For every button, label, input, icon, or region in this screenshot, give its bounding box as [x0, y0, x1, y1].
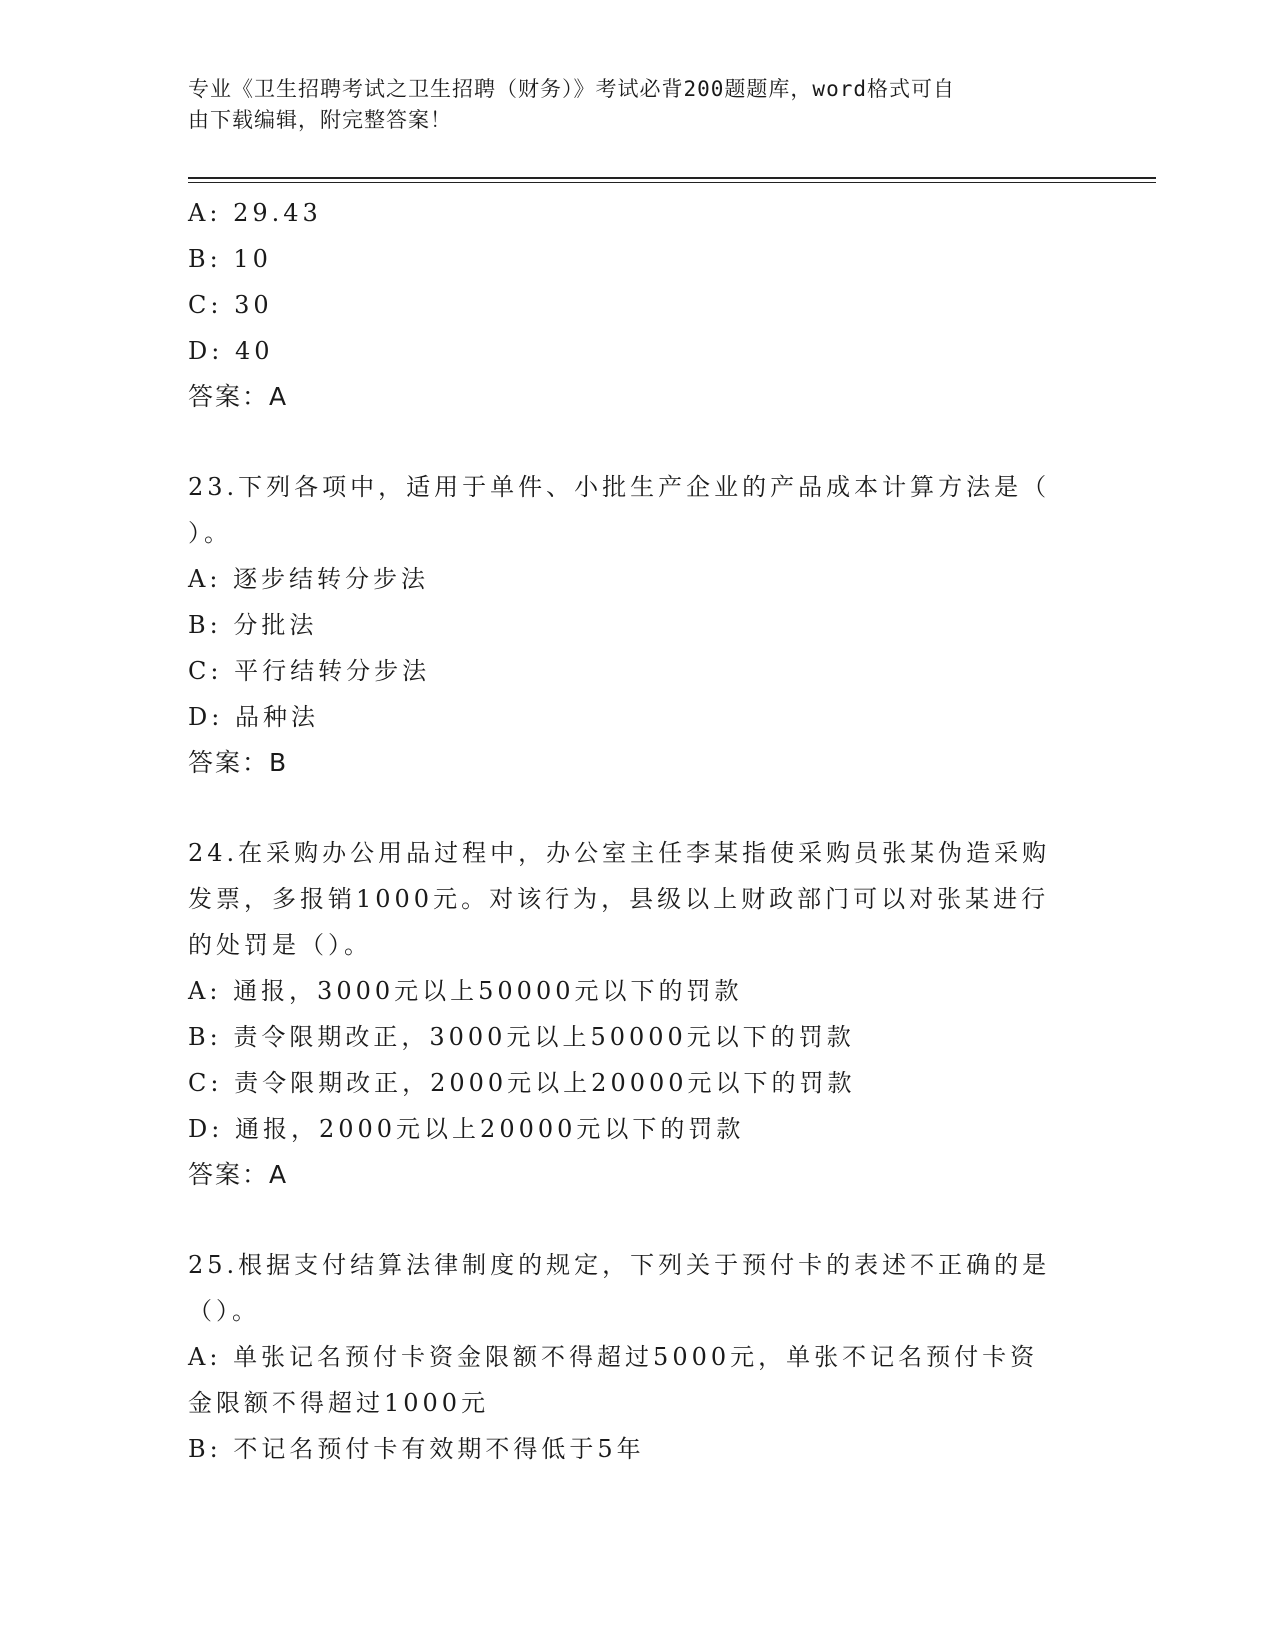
option-b — [188, 602, 1068, 648]
option-text: 通报，3000元以上50000元以下的罚款 — [233, 977, 743, 1005]
option-b — [188, 1426, 1068, 1472]
option-text: 平行结转分步法 — [234, 657, 431, 685]
header-line-1: 专业《卫生招聘考试之卫生招聘（财务）》考试必背200题题库，word格式可自 — [188, 77, 955, 101]
option-label: B: — [188, 1023, 222, 1051]
question-stem-line: ）。 — [188, 519, 232, 547]
option-label: A: — [188, 565, 222, 593]
option-text: 不记名预付卡有效期不得低于5年 — [233, 1435, 645, 1463]
question-22 — [188, 190, 1068, 420]
option-text: 通报，2000元以上20000元以下的罚款 — [234, 1115, 745, 1143]
option-label: A: — [188, 977, 222, 1005]
header-divider-thin — [188, 182, 1156, 183]
option-label: D: — [188, 1115, 224, 1143]
option-label: C: — [188, 1069, 223, 1097]
option-a — [188, 556, 1068, 602]
option-text: 29.43 — [233, 199, 322, 227]
option-d — [188, 328, 1068, 374]
option-label: C: — [188, 657, 223, 685]
option-a — [188, 968, 1068, 1014]
option-text: 责令限期改正，3000元以上50000元以下的罚款 — [233, 1023, 855, 1051]
option-label: D: — [188, 337, 224, 365]
option-text: 10 — [233, 245, 272, 273]
answer-line: 答案：B — [188, 748, 289, 777]
spacer — [188, 786, 1068, 830]
question-25 — [188, 1242, 1068, 1472]
question-24 — [188, 830, 1068, 1198]
option-c — [188, 282, 1068, 328]
option-d — [188, 694, 1068, 740]
option-c — [188, 648, 1068, 694]
spacer — [188, 420, 1068, 464]
option-b — [188, 236, 1068, 282]
header-line-2: 由下载编辑，附完整答案！ — [188, 108, 452, 132]
option-label: B: — [188, 245, 222, 273]
question-stem-line: 25.根据支付结算法律制度的规定，下列关于预付卡的表述不正确的是 — [188, 1251, 1051, 1279]
document-header — [188, 74, 1068, 136]
option-text: 单张记名预付卡资金限额不得超过5000元，单张不记名预付卡资 — [233, 1343, 1039, 1371]
answer-line: 答案：A — [188, 1160, 289, 1189]
question-stem-line: （）。 — [188, 1297, 260, 1325]
option-d — [188, 1106, 1068, 1152]
question-stem-line: 发票，多报销1000元。对该行为，县级以上财政部门可以对张某进行 — [188, 885, 1050, 913]
answer-line: 答案：A — [188, 382, 289, 411]
option-text: 30 — [234, 291, 273, 319]
option-text: 逐步结转分步法 — [233, 565, 430, 593]
option-label: D: — [188, 703, 224, 731]
option-label: A: — [188, 1343, 222, 1371]
option-text: 责令限期改正，2000元以上20000元以下的罚款 — [234, 1069, 856, 1097]
option-b — [188, 1014, 1068, 1060]
option-label: B: — [188, 1435, 222, 1463]
option-a-continuation — [188, 1380, 1068, 1426]
option-text: 40 — [234, 337, 274, 365]
option-text: 分批法 — [233, 611, 318, 639]
option-label: A: — [188, 199, 222, 227]
question-23 — [188, 464, 1068, 786]
question-content — [188, 190, 1068, 1472]
option-text: 品种法 — [234, 703, 319, 731]
option-label: C: — [188, 291, 223, 319]
question-stem-line: 的处罚是（）。 — [188, 931, 372, 959]
spacer — [188, 1198, 1068, 1242]
option-a — [188, 1334, 1068, 1380]
option-c — [188, 1060, 1068, 1106]
question-stem-line: 23.下列各项中，适用于单件、小批生产企业的产品成本计算方法是（ — [188, 473, 1051, 501]
question-stem-line: 24.在采购办公用品过程中，办公室主任李某指使采购员张某伪造采购 — [188, 839, 1051, 867]
header-divider-thick — [188, 177, 1156, 179]
option-text: 金限额不得超过1000元 — [188, 1389, 490, 1417]
option-a — [188, 190, 1068, 236]
option-label: B: — [188, 611, 222, 639]
